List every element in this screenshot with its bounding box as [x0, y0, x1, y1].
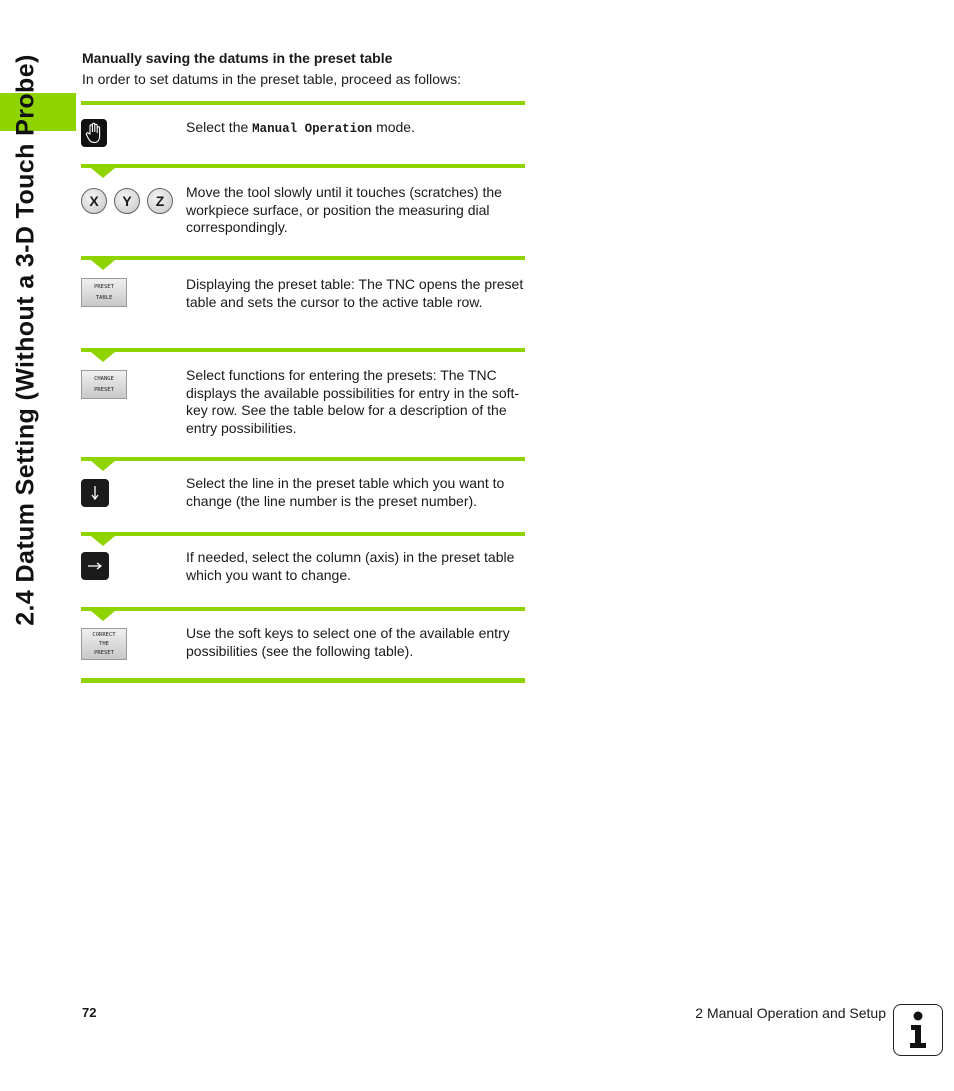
step-text: If needed, select the column (axis) in the preset table which you want to change.	[186, 549, 515, 583]
steps-end-divider	[81, 678, 525, 683]
step-touch-workpiece	[81, 168, 525, 256]
arrow-right-key-icon	[81, 552, 109, 580]
step-text: Displaying the preset table: The TNC opens the preset table and sets the cursor to the active table row.	[186, 276, 524, 310]
xyz-axis-keys-icon	[81, 188, 173, 214]
step-correct-preset	[81, 611, 525, 678]
intro-text: In order to set datums in the preset table, proceed as follows:	[82, 71, 461, 87]
arrow-down-key-icon	[81, 479, 109, 507]
preset-table-softkey: PRESET TABLE	[81, 278, 127, 307]
mode-name: Manual Operation	[252, 122, 373, 136]
step-text: Select functions for entering the presets: The TNC displays the available possibilities for entry in the soft-key row. See the table below for a description of the entry possibilities.	[186, 367, 520, 437]
chapter-title: 2 Manual Operation and Setup	[695, 1005, 886, 1021]
x-axis-key: X	[81, 188, 107, 214]
procedure-steps	[81, 101, 525, 683]
step-select-manual-mode	[81, 105, 525, 164]
correct-preset-softkey: CORRECT THE PRESET	[81, 628, 127, 660]
step-select-line	[81, 461, 525, 532]
y-axis-key: Y	[114, 188, 140, 214]
hand-icon	[81, 119, 107, 147]
z-axis-key: Z	[147, 188, 173, 214]
step-text: Select the line in the preset table which you want to change (the line number is the preset number).	[186, 475, 505, 509]
side-section-title-text: 2.4 Datum Setting (Without a 3-D Touch Probe)	[11, 54, 40, 626]
step-open-preset-table	[81, 260, 525, 348]
step-select-column	[81, 536, 525, 607]
step-text: Use the soft keys to select one of the available entry possibilities (see the following table).	[186, 625, 510, 659]
section-heading: Manually saving the datums in the preset table	[82, 50, 393, 66]
page-number: 72	[82, 1005, 97, 1020]
info-icon	[893, 1004, 943, 1056]
change-preset-softkey: CHANGE PRESET	[81, 370, 127, 399]
step-text: Select the Manual Operation mode.	[186, 119, 415, 136]
step-text: Move the tool slowly until it touches (scratches) the workpiece surface, or position the measuring dial correspondingly.	[186, 184, 502, 236]
step-change-preset	[81, 352, 525, 457]
